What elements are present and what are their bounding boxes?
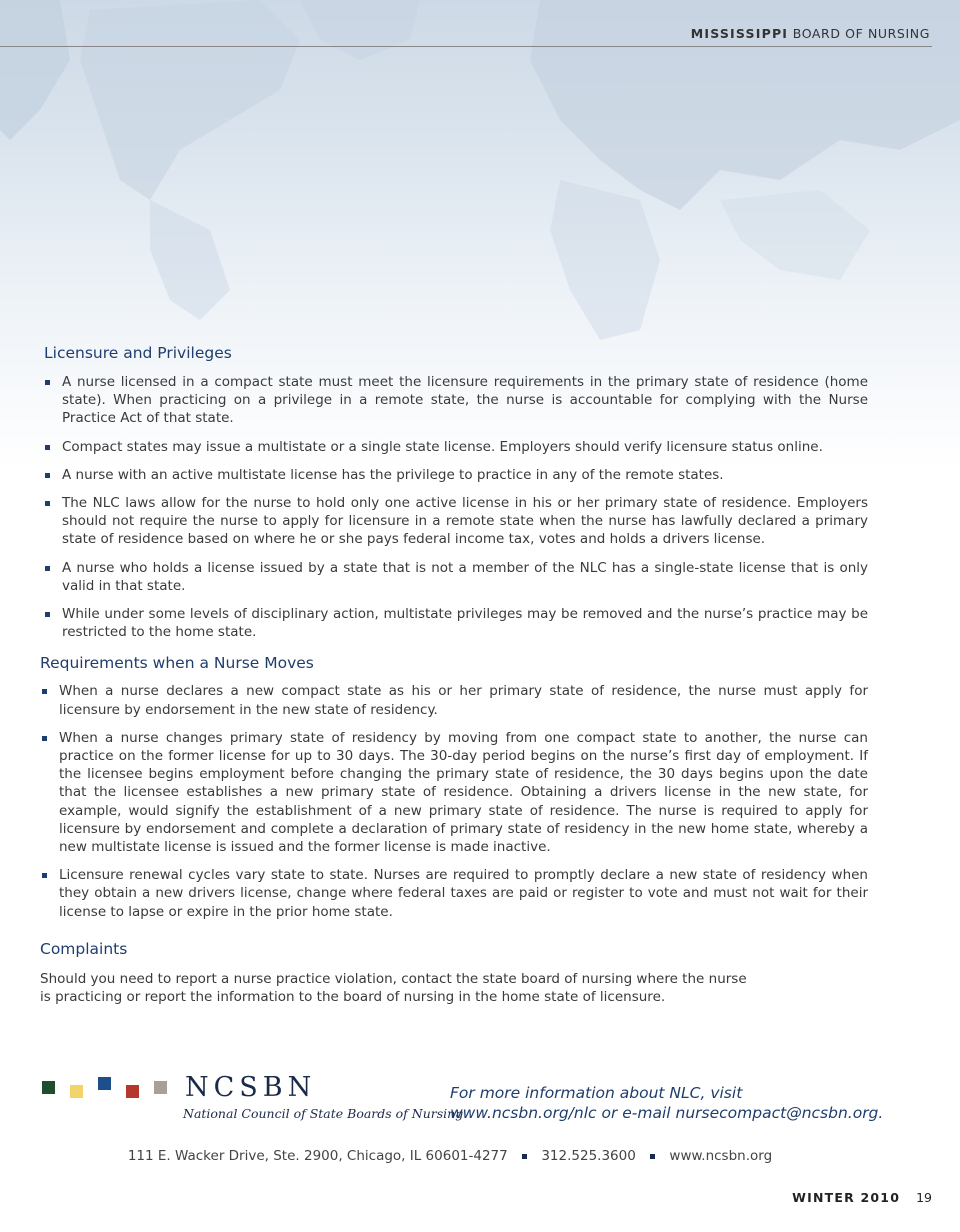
bullet-icon	[45, 445, 50, 450]
more-info-line1: For more information about NLC, visit	[450, 1084, 743, 1102]
bullet-icon	[42, 736, 47, 741]
logo-square-red	[126, 1085, 139, 1098]
page-number: 19	[916, 1190, 932, 1205]
bullet-icon	[45, 612, 50, 617]
list-item-text: The NLC laws allow for the nurse to hold only one active license in his or her primary state of residence. Employers should not require the nurse to apply for licensure in a remote state when the nurse has lawfully declared a primary state of residence based on where he or she pays federal income tax, votes and holds a drivers license.	[62, 495, 868, 548]
more-info	[450, 1083, 890, 1123]
list-item-text: A nurse who holds a license issued by a state that is not a member of the NLC has a single-state license that is only valid in that state.	[62, 559, 868, 594]
separator-icon	[522, 1154, 527, 1159]
phone-text: 312.525.3600	[541, 1148, 636, 1164]
list-item-text: While under some levels of disciplinary action, multistate privileges may be removed and the nurse’s practice may be restricted to the home state.	[62, 606, 868, 641]
list-item-text: When a nurse declares a new compact state as his or her primary state of residence, the nurse must apply for licensure by endorsement in the new state of residency.	[59, 683, 868, 718]
masthead	[691, 26, 930, 41]
logo-square-yellow	[70, 1085, 83, 1098]
list-item	[62, 494, 868, 549]
more-info-line2: www.ncsbn.org/nlc or e-mail nursecompact@ncsbn.org.	[450, 1104, 884, 1122]
contact-line	[0, 1148, 900, 1164]
list-item-text: Compact states may issue a multistate or a single state license. Employers should verify licensure status online.	[62, 438, 823, 455]
list-item-text: When a nurse changes primary state of residency by moving from one compact state to another, the nurse can practice on the former license for up to 30 days. The 30-day period begins on the nurse’s first day of employment. If the licensee begins employment before changing the primary state of residence, the 30 days begins upon the date that the licensee establishes a new primary state of residence. Obtaining a drivers license in the new state, for example, would signify the establishment of a new primary state of residence. The nurse is required to apply for licensure by endorsement and complete a declaration of primary state of residency in the new home state, whereby a new multistate license is issued and the former license is made inactive.	[59, 729, 868, 856]
logo-subtitle: National Council of State Boards of Nursing	[183, 1106, 464, 1121]
list-item	[59, 729, 868, 856]
bullet-icon	[42, 689, 47, 694]
licensure-heading: Licensure and Privileges	[44, 344, 232, 362]
complaints-text: Should you need to report a nurse practice violation, contact the state board of nursing where the nurse is practicing or report the information to the board of nursing in the home state of licensure.	[40, 970, 747, 1006]
address-text: 111 E. Wacker Drive, Ste. 2900, Chicago, IL 60601-4277	[127, 1148, 508, 1164]
article-body	[40, 344, 868, 1006]
masthead-rest: BOARD OF NURSING	[792, 26, 930, 41]
moves-list	[40, 682, 868, 920]
moves-heading: Requirements when a Nurse Moves	[40, 654, 314, 673]
bullet-icon	[42, 873, 47, 878]
bullet-icon	[45, 566, 50, 571]
page-footer	[792, 1190, 932, 1205]
masthead-bold: MISSISSIPPI	[690, 26, 789, 41]
list-item-text: A nurse with an active multistate license has the privilege to practice in any of the remote states.	[62, 466, 724, 483]
list-item	[62, 438, 868, 456]
bullet-icon	[45, 473, 50, 478]
complaints-heading: Complaints	[40, 939, 128, 958]
bullet-icon	[45, 501, 50, 506]
list-item	[62, 466, 868, 484]
separator-icon	[650, 1154, 655, 1159]
issue-label: WINTER 2010	[792, 1190, 901, 1205]
logo-wordmark: NCSBN	[185, 1072, 317, 1103]
website-text: www.ncsbn.org	[669, 1148, 773, 1164]
list-item	[62, 373, 868, 428]
list-item	[59, 866, 868, 921]
bullet-icon	[45, 380, 50, 385]
licensure-list	[40, 373, 868, 641]
logo-square-green	[42, 1081, 55, 1094]
list-item-text: Licensure renewal cycles vary state to state. Nurses are required to promptly declare a new state of residency when they obtain a new drivers license, change where federal taxes are paid or register to vote and must not wait for their license to lapse or expire in the prior home state.	[59, 867, 868, 920]
list-item	[62, 605, 868, 641]
logo-square-gray	[154, 1081, 167, 1094]
list-item	[62, 559, 868, 595]
list-item	[59, 682, 868, 718]
masthead-rule	[0, 46, 932, 47]
logo-square-blue	[98, 1077, 111, 1090]
list-item-text: A nurse licensed in a compact state must meet the licensure requirements in the primary state of residence (home state). When practicing on a privilege in a remote state, the nurse is accountable for complying with the Nurse Practice Act of that state.	[62, 374, 868, 427]
